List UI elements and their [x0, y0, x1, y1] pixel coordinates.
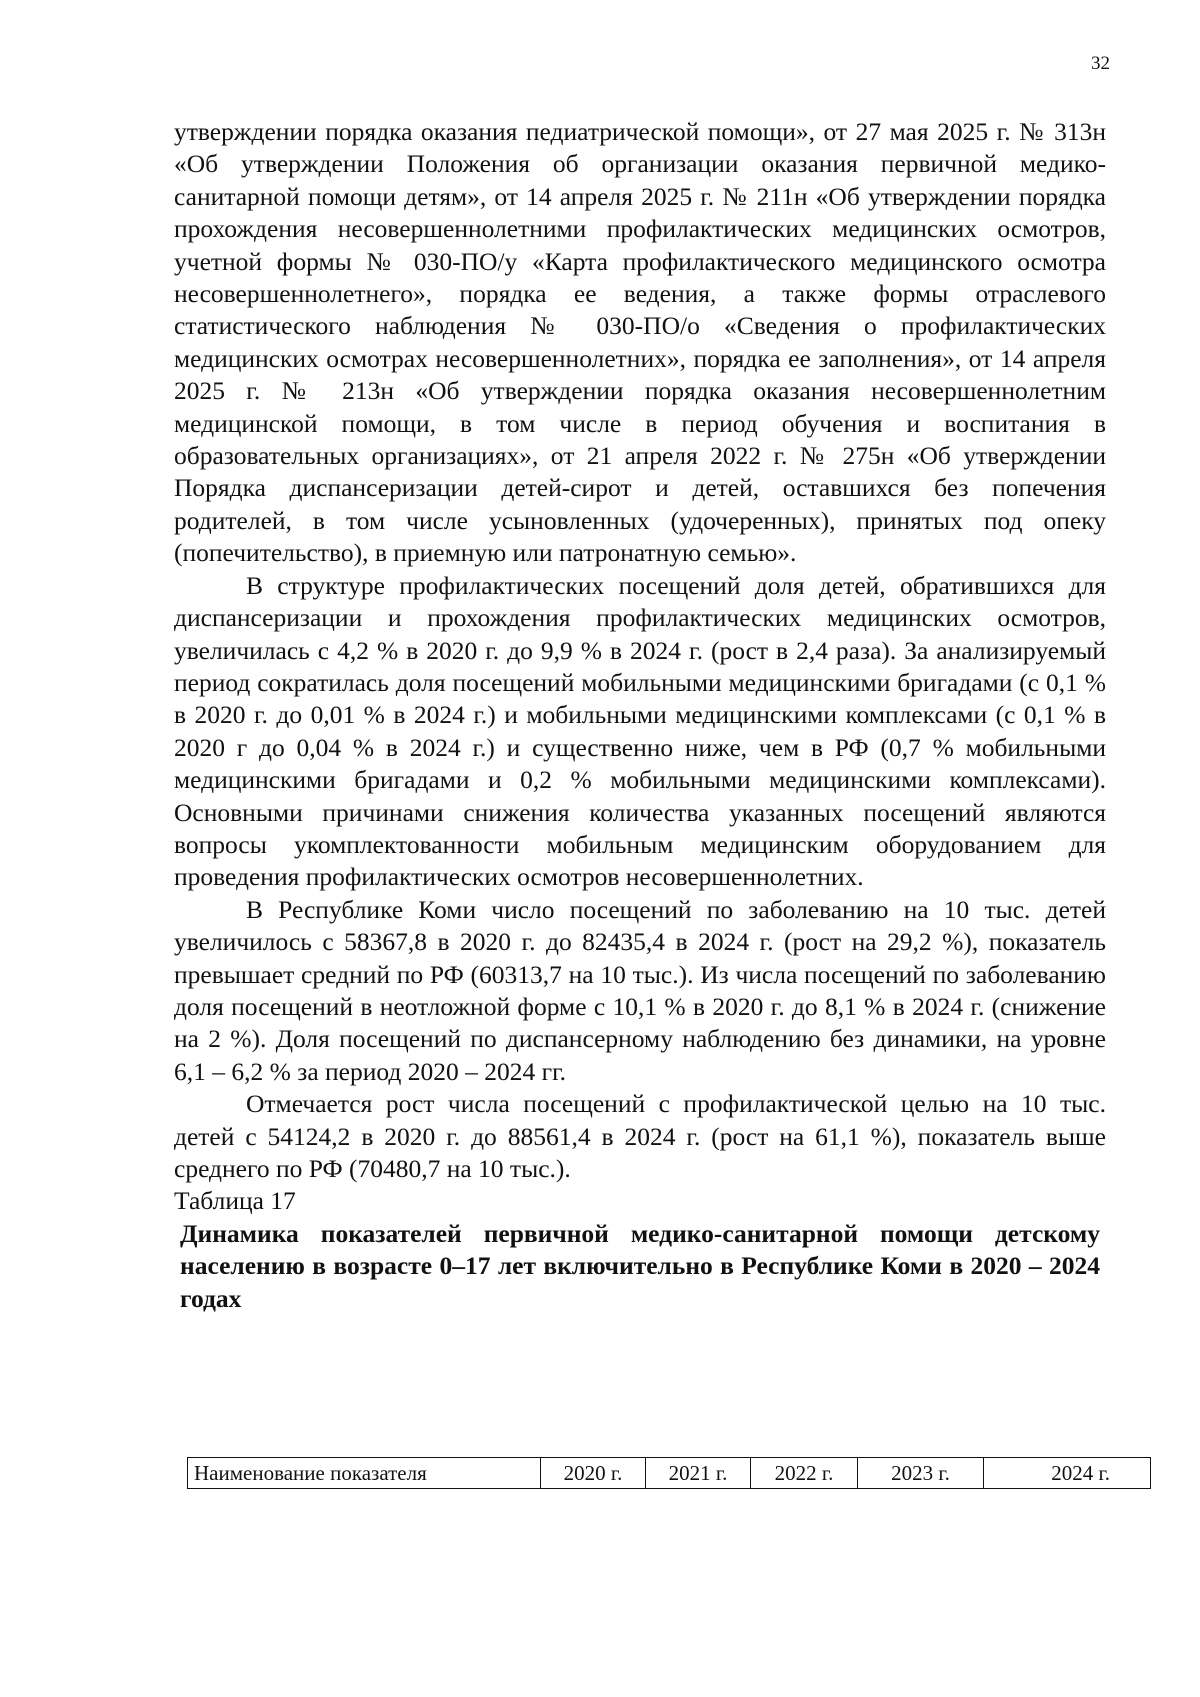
paragraph: В Республике Коми число посещений по заболеванию на 10 тыс. детей увеличилось с 58367,8 в 2020 г. до 82435,4 в 2024 г. (рост на 29,2 %), показатель превышает средний по РФ (60313,7 на 10 тыс.). Из числа посещений по заболеванию доля посещений в неотложной форме с 10,1 % в 2020 г. до 8,1 % в 2024 г. (снижение на 2 %). Доля посещений по диспансерному наблюдению без динамики, на уровне 6,1 – 6,2 % за период 2020 – 2024 гг.: [174, 894, 1106, 1086]
header-year-2021: 2021 г.: [646, 1458, 751, 1489]
header-year-2023: 2023 г.: [858, 1458, 984, 1489]
page-number: 32: [1091, 53, 1110, 74]
paragraph: Отмечается рост числа посещений с профилактической целью на 10 тыс. детей с 54124,2 в 2020 г. до 88561,4 в 2024 г. (рост на 61,1 %), показатель выше среднего по РФ (70480,7 на 10 тыс.).: [174, 1089, 1106, 1183]
paragraph: утверждении порядка оказания педиатрической помощи», от 27 мая 2025 г. № 313н «Об утверждении Положения об организации оказания первичной медико-санитарной помощи детям», от 14 апреля 2025 г. № 211н «Об утверждении порядка прохождения несовершеннолетними профилактических медицинских осмотров, учетной формы № 030-ПО/у «Карта профилактического медицинского осмотра несовершеннолетнего», порядка ее ведения, а также формы отраслевого статистического наблюдения № 030-ПО/о «Сведения о профилактических медицинских осмотрах несовершеннолетних», порядка ее заполнения», от 14 апреля 2025 г. № 213н «Об утверждении порядка оказания несовершеннолетним медицинской помощи, в том числе в период обучения и воспитания в образовательных организациях», от 21 апреля 2022 г. № 275н «Об утверждении Порядка диспансеризации детей-сирот и детей, оставшихся без попечения родителей, в том числе усыновленных (удочеренных), принятых под опеку (попечительство), в приемную или патронатную семью».: [174, 117, 1106, 568]
indicators-table: [187, 1457, 1151, 1489]
header-year-2024: 2024 г.: [984, 1458, 1151, 1489]
header-year-2022: 2022 г.: [751, 1458, 858, 1489]
table-header-row: [188, 1458, 1151, 1489]
table-title: Динамика показателей первичной медико-санитарной помощи детскому населению в возрасте 0–17 лет включительно в Республике Коми в 2020 – 2024 годах: [180, 1218, 1100, 1313]
document-body: [174, 116, 1106, 1315]
paragraph: В структуре профилактических посещений доля детей, обратившихся для диспансеризации и прохождения профилактических медицинских осмотров, увеличилась с 4,2 % в 2020 г. до 9,9 % в 2024 г. (рост в 2,4 раза). За анализируемый период сократилась доля посещений мобильными медицинскими бригадами (с 0,1 % в 2020 г. до 0,01 % в 2024 г.) и мобильными медицинскими комплексами (с 0,1 % в 2020 г до 0,04 % в 2024 г.) и существенно ниже, чем в РФ (0,7 % мобильными медицинскими бригадами и 0,2 % мобильными медицинскими комплексами). Основными причинами снижения количества указанных посещений являются вопросы укомплектованности мобильным медицинским оборудованием для проведения профилактических осмотров несовершеннолетних.: [174, 570, 1106, 892]
table-label: Таблица 17: [174, 1186, 296, 1216]
header-indicator-name: Наименование показателя: [188, 1458, 541, 1489]
header-year-2020: 2020 г.: [541, 1458, 646, 1489]
